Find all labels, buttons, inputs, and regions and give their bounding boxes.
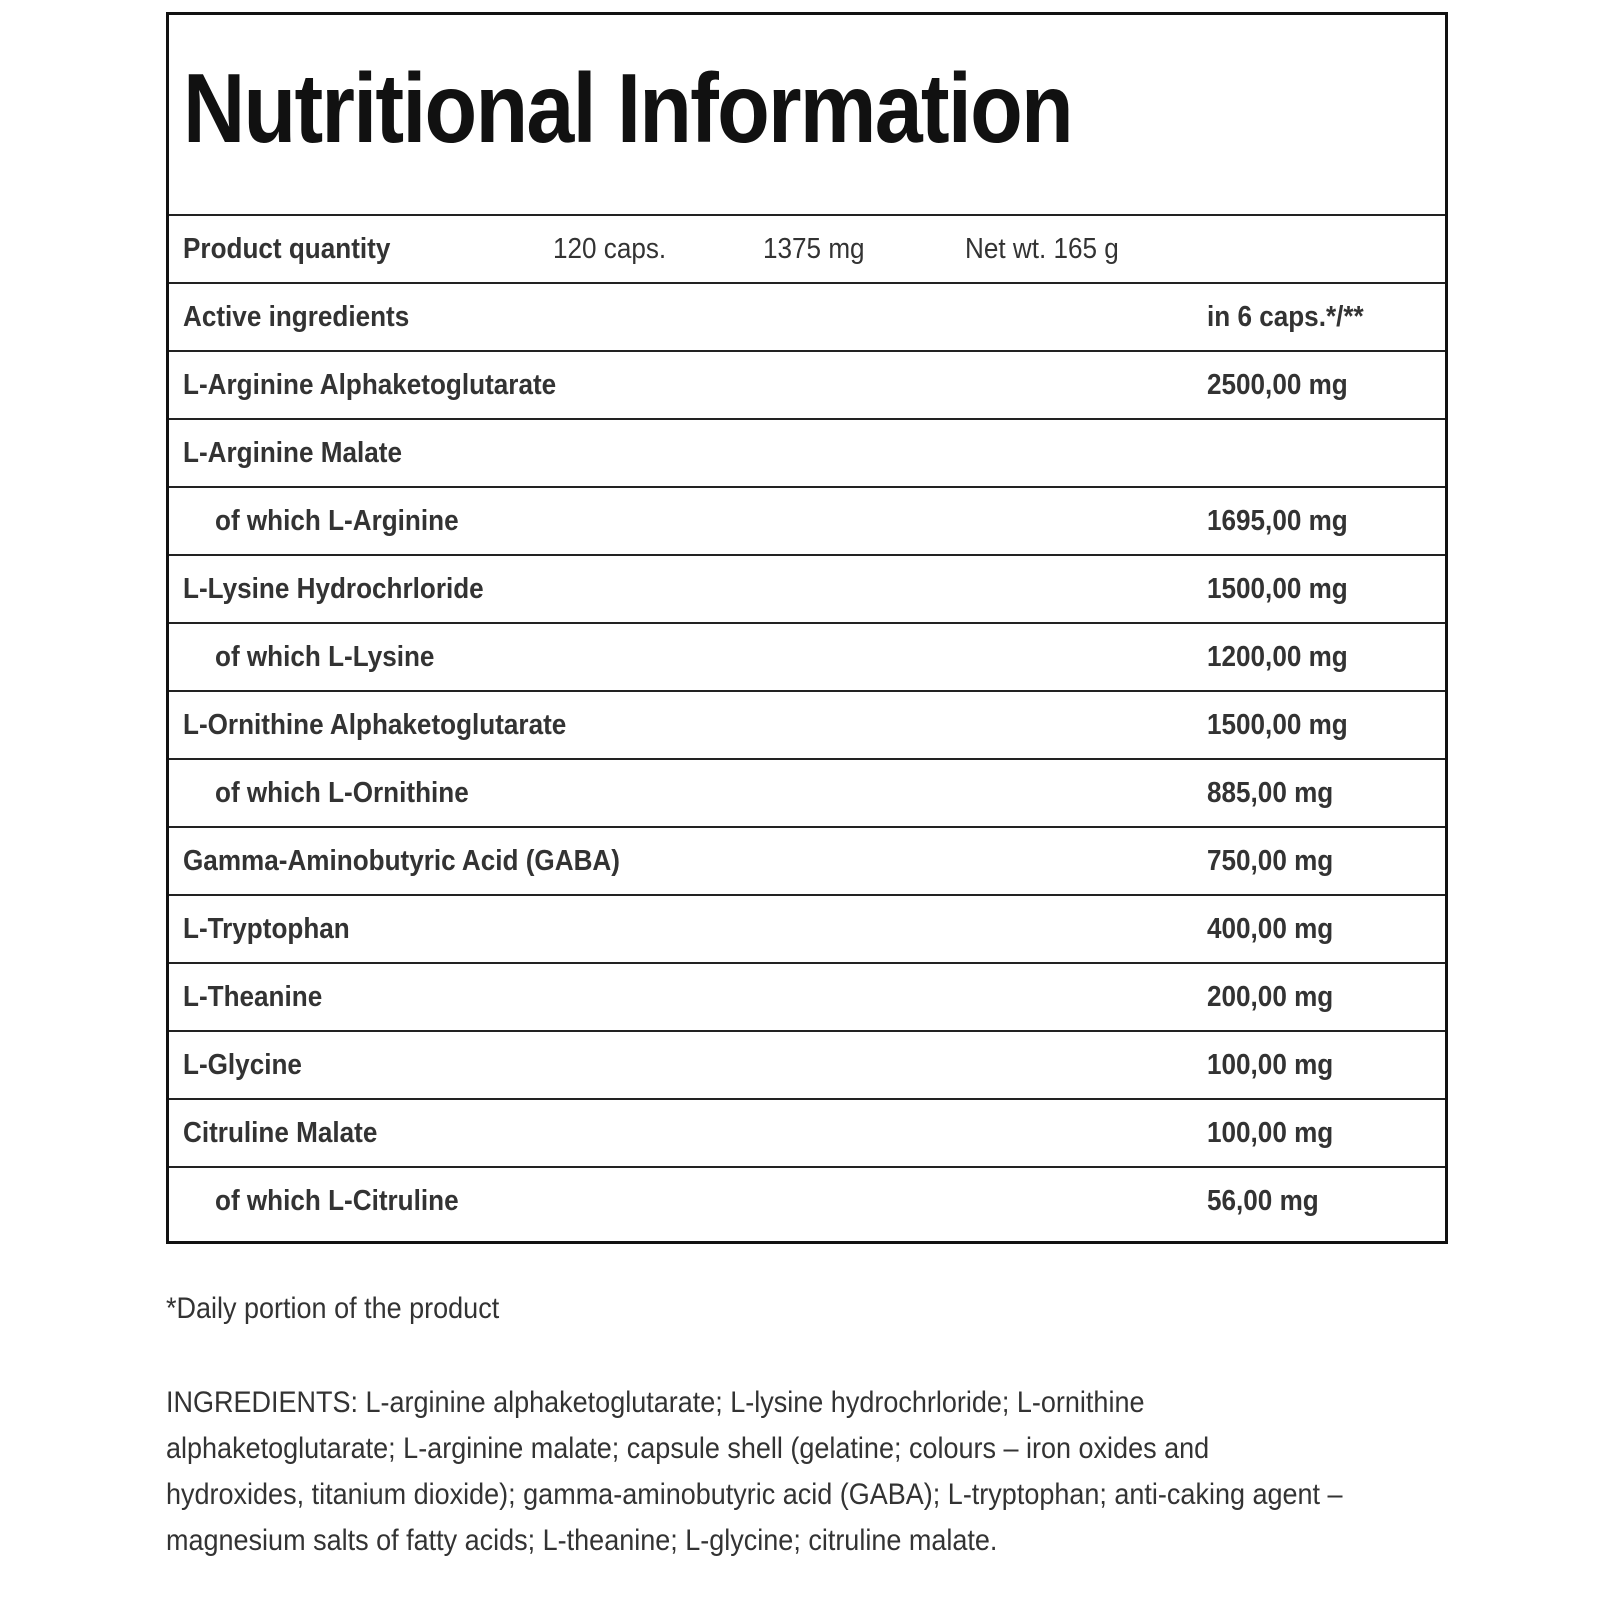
table-row (169, 350, 1445, 418)
ingredient-amount: 1500,00 mg (1207, 573, 1348, 605)
active-ingredients-heading: Active ingredients (183, 301, 410, 333)
ingredient-amount: 100,00 mg (1207, 1117, 1334, 1149)
ingredient-rows (169, 350, 1445, 1234)
ingredient-amount: 885,00 mg (1207, 777, 1334, 809)
product-quantity-label: Product quantity (183, 233, 391, 265)
nutrition-panel (166, 12, 1448, 1244)
ingredient-name: L-Arginine Malate (183, 437, 402, 469)
ingredient-name: of which L-Lysine (215, 641, 435, 673)
ingredient-name: L-Ornithine Alphaketoglutarate (183, 709, 567, 741)
table-row (169, 622, 1445, 690)
net-weight: Net wt. 165 g (965, 233, 1119, 265)
ingredient-name: L-Lysine Hydrochrloride (183, 573, 484, 605)
ingredient-name: of which L-Arginine (215, 505, 459, 537)
table-row (169, 418, 1445, 486)
table-row (169, 486, 1445, 554)
table-header-row (169, 282, 1445, 350)
ingredients-text: INGREDIENTS: L-arginine alphaketoglutarate; L-lysine hydrochrloride; L-ornithine alphaketoglutarate; L-arginine malate; capsule shell (gelatine; colours – iron oxides and hydroxides, titanium dioxide); gamma-aminobutyric acid (GABA); L-tryptophan; anti-caking agent – magnesium salts of fatty acids; L-theanine; L-glycine; citruline malate. (166, 1386, 1343, 1557)
nutrition-table (169, 214, 1445, 1234)
ingredient-amount: 400,00 mg (1207, 913, 1334, 945)
table-row (169, 1098, 1445, 1166)
ingredient-amount: 2500,00 mg (1207, 369, 1348, 401)
table-row (169, 690, 1445, 758)
table-row (169, 1030, 1445, 1098)
ingredient-amount: 1200,00 mg (1207, 641, 1348, 673)
product-quantity-row (169, 214, 1445, 282)
table-row (169, 1166, 1445, 1234)
table-row (169, 554, 1445, 622)
table-row (169, 758, 1445, 826)
capsule-count: 120 caps. (553, 233, 667, 265)
ingredient-name: L-Tryptophan (183, 913, 350, 945)
ingredient-name: of which L-Citruline (215, 1185, 459, 1217)
ingredient-amount: 56,00 mg (1207, 1185, 1319, 1217)
ingredient-amount: 200,00 mg (1207, 981, 1334, 1013)
ingredient-name: L-Glycine (183, 1049, 302, 1081)
ingredient-name: Gamma-Aminobutyric Acid (GABA) (183, 845, 620, 877)
ingredient-amount: 1695,00 mg (1207, 505, 1348, 537)
ingredient-amount: 750,00 mg (1207, 845, 1334, 877)
ingredient-name: Citruline Malate (183, 1117, 378, 1149)
ingredient-amount: 1500,00 mg (1207, 709, 1348, 741)
table-row (169, 826, 1445, 894)
capsule-weight: 1375 mg (763, 233, 865, 265)
ingredient-amount: 100,00 mg (1207, 1049, 1334, 1081)
table-row (169, 962, 1445, 1030)
table-row (169, 894, 1445, 962)
ingredient-name: of which L-Ornithine (215, 777, 469, 809)
page-title: Nutritional Information (183, 53, 1072, 163)
ingredient-name: L-Arginine Alphaketoglutarate (183, 369, 557, 401)
ingredient-name: L-Theanine (183, 981, 323, 1013)
serving-heading: in 6 caps.*/** (1207, 301, 1364, 333)
footnote: *Daily portion of the product (166, 1292, 500, 1325)
